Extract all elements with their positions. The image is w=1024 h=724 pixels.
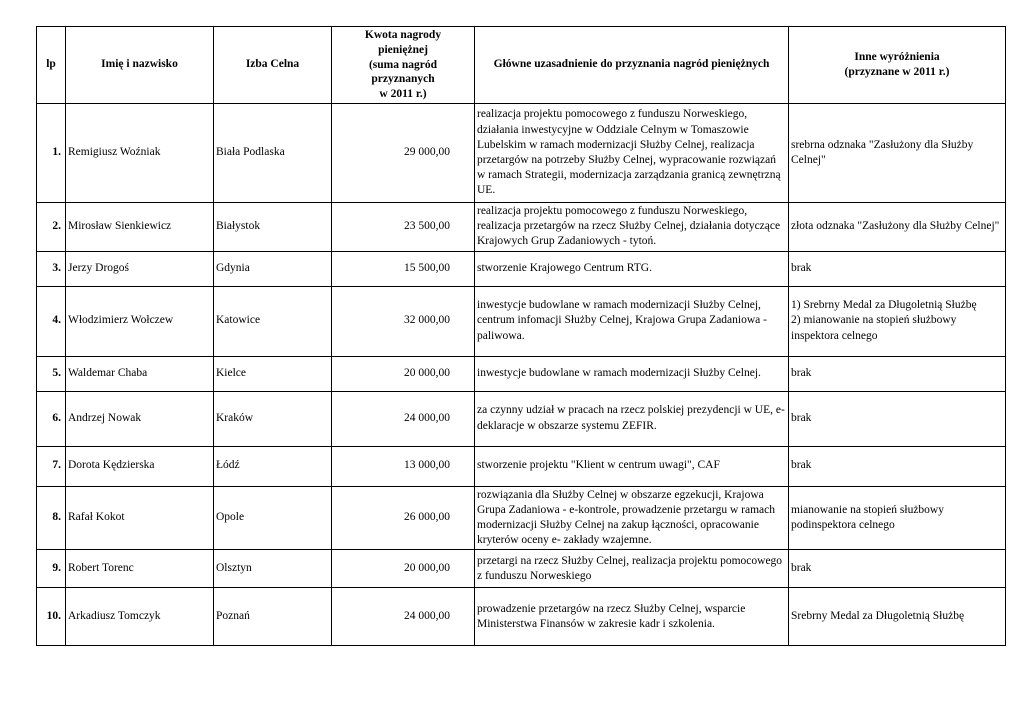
- header-amount-line: (suma nagród: [368, 58, 438, 71]
- cell-other: brak: [789, 251, 1006, 286]
- cell-other: Srebrny Medal za Długoletnią Służbę: [789, 588, 1006, 646]
- cell-office: Łódź: [214, 446, 332, 486]
- cell-reason: przetargi na rzecz Służby Celnej, realizacja projektu pomocowego z funduszu Norweskiego: [475, 550, 789, 588]
- cell-amount: 24 000,00: [332, 391, 475, 446]
- cell-other: złota odznaka "Zasłużony dla Służby Celnej": [789, 203, 1006, 252]
- cell-amount: 32 000,00: [332, 286, 475, 356]
- cell-office: Biała Podlaska: [214, 104, 332, 203]
- cell-amount: 29 000,00: [332, 104, 475, 203]
- cell-reason: realizacja projektu pomocowego z funduszu Norweskiego, realizacja przetargów na rzecz Służby Celnej, działania dotyczące Krajowych Grup Zadaniowych - tytoń.: [475, 203, 789, 252]
- awards-table-container: [36, 26, 1006, 646]
- table-row: [37, 588, 1006, 646]
- table-row: [37, 446, 1006, 486]
- cell-name: Robert Torenc: [66, 550, 214, 588]
- cell-office: Kraków: [214, 391, 332, 446]
- other-line: 1) Srebrny Medal za Długoletnią Służbę: [791, 299, 977, 312]
- header-other-line: Inne wyróżnienia: [854, 50, 940, 63]
- table-row: [37, 286, 1006, 356]
- cell-amount: 26 000,00: [332, 486, 475, 550]
- header-name: Imię i nazwisko: [66, 27, 214, 104]
- table-row: [37, 550, 1006, 588]
- cell-other: [789, 286, 1006, 356]
- cell-amount: 23 500,00: [332, 203, 475, 252]
- cell-amount: 20 000,00: [332, 356, 475, 391]
- cell-lp: 3.: [37, 251, 66, 286]
- cell-other: brak: [789, 391, 1006, 446]
- cell-name: Rafał Kokot: [66, 486, 214, 550]
- cell-office: Kielce: [214, 356, 332, 391]
- cell-other: brak: [789, 356, 1006, 391]
- cell-reason: inwestycje budowlane w ramach modernizacji Służby Celnej.: [475, 356, 789, 391]
- cell-lp: 5.: [37, 356, 66, 391]
- cell-other: srebrna odznaka "Zasłużony dla Służby Celnej": [789, 104, 1006, 203]
- header-lp: lp: [37, 27, 66, 104]
- cell-lp: 10.: [37, 588, 66, 646]
- awards-table: [36, 26, 1006, 646]
- cell-amount: 24 000,00: [332, 588, 475, 646]
- header-row: [37, 27, 1006, 104]
- header-reason: Główne uzasadnienie do przyznania nagród pieniężnych: [475, 27, 789, 104]
- header-amount-line: pieniężnej: [378, 43, 428, 56]
- cell-name: Arkadiusz Tomczyk: [66, 588, 214, 646]
- header-amount: [332, 27, 475, 104]
- cell-office: Białystok: [214, 203, 332, 252]
- cell-office: Poznań: [214, 588, 332, 646]
- cell-other: brak: [789, 550, 1006, 588]
- cell-reason: stworzenie Krajowego Centrum RTG.: [475, 251, 789, 286]
- cell-office: Katowice: [214, 286, 332, 356]
- header-office: Izba Celna: [214, 27, 332, 104]
- cell-name: Włodzimierz Wołczew: [66, 286, 214, 356]
- cell-name: Andrzej Nowak: [66, 391, 214, 446]
- cell-office: Gdynia: [214, 251, 332, 286]
- cell-lp: 2.: [37, 203, 66, 252]
- cell-reason: stworzenie projektu "Klient w centrum uwagi", CAF: [475, 446, 789, 486]
- cell-reason: inwestycje budowlane w ramach modernizacji Służby Celnej, centrum infomacji Służby Celnej, Krajowa Grupa Zadaniowa - paliwowa.: [475, 286, 789, 356]
- cell-name: Waldemar Chaba: [66, 356, 214, 391]
- cell-other: mianowanie na stopień służbowy podinspektora celnego: [789, 486, 1006, 550]
- cell-lp: 9.: [37, 550, 66, 588]
- cell-reason: rozwiązania dla Służby Celnej w obszarze egzekucji, Krajowa Grupa Zadaniowa - e-kontrole, prowadzenie przetargu w ramach modernizacji Służby Celnej na zakup łączności, opracowanie kryterów oceny e- zakłady wzajemne.: [475, 486, 789, 550]
- header-amount-line: przyznanych: [371, 73, 435, 86]
- cell-reason: za czynny udział w pracach na rzecz polskiej prezydencji w UE, e-deklaracje w obszarze systemu ZEFIR.: [475, 391, 789, 446]
- cell-lp: 8.: [37, 486, 66, 550]
- cell-name: Remigiusz Woźniak: [66, 104, 214, 203]
- cell-lp: 4.: [37, 286, 66, 356]
- cell-reason: prowadzenie przetargów na rzecz Służby Celnej, wsparcie Ministerstwa Finansów w zakresie kadr i szkolenia.: [475, 588, 789, 646]
- table-row: [37, 486, 1006, 550]
- table-row: [37, 251, 1006, 286]
- cell-office: Olsztyn: [214, 550, 332, 588]
- cell-name: Mirosław Sienkiewicz: [66, 203, 214, 252]
- cell-amount: 15 500,00: [332, 251, 475, 286]
- table-row: [37, 203, 1006, 252]
- cell-office: Opole: [214, 486, 332, 550]
- cell-amount: 20 000,00: [332, 550, 475, 588]
- cell-other: brak: [789, 446, 1006, 486]
- cell-lp: 7.: [37, 446, 66, 486]
- other-line: 2) mianowanie na stopień służbowy inspektora celnego: [791, 314, 957, 342]
- cell-name: Dorota Kędzierska: [66, 446, 214, 486]
- header-amount-line: Kwota nagrody: [364, 29, 442, 42]
- header-other: [789, 27, 1006, 104]
- table-row: [37, 391, 1006, 446]
- table-row: [37, 104, 1006, 203]
- header-other-line: (przyznane w 2011 r.): [844, 66, 950, 78]
- cell-name: Jerzy Drogoś: [66, 251, 214, 286]
- cell-lp: 6.: [37, 391, 66, 446]
- cell-amount: 13 000,00: [332, 446, 475, 486]
- table-row: [37, 356, 1006, 391]
- cell-reason: realizacja projektu pomocowego z funduszu Norweskiego, działania inwestycyjne w Oddziale Celnym w Tomaszowie Lubelskim w ramach modernizacji Służby Celnej, realizacja przetargów na potrzeby Służby Celnej, wypracowanie rozwiązań w ramach Strategii, modernizacja zarządzania granicą zewnętrzną UE.: [475, 104, 789, 203]
- cell-lp: 1.: [37, 104, 66, 203]
- header-amount-line: w 2011 r.): [379, 88, 427, 101]
